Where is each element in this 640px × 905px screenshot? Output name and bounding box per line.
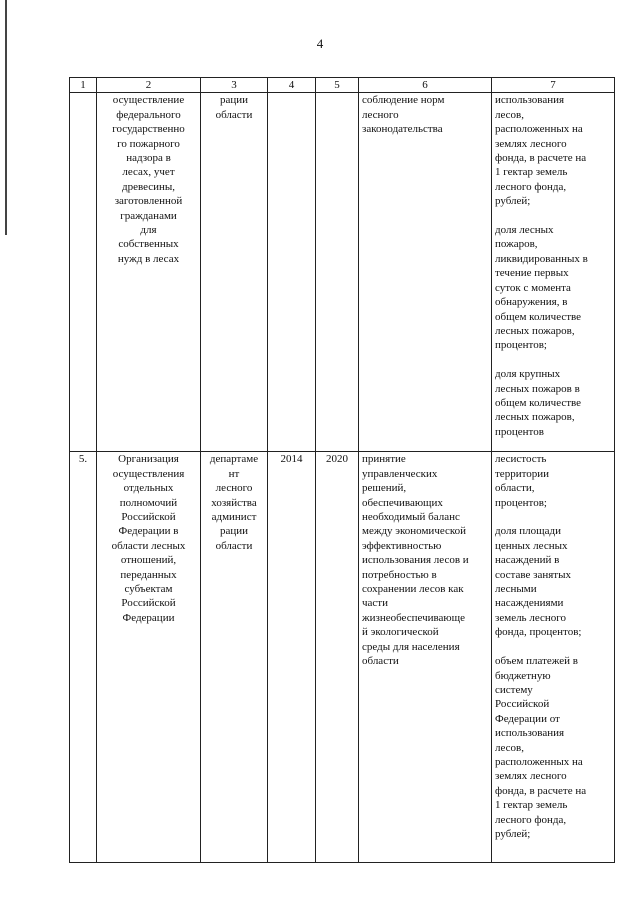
indicators-cell: лесистость территории области, процентов; доля площади ценных лесных насаждений в составе занятых лесными насаждениями земель лесного фонда, процентов; объем платежей в бюджетную систему Российской Федерации от использования лесов, расположенных на землях лесного фонда, в расчете на 1 гектар земель лесного фонда, рублей; [492, 452, 615, 863]
start-year-cell [268, 93, 316, 452]
end-year-cell [316, 93, 359, 452]
page-number: 4 [316, 36, 324, 51]
header-cell-3: 3 [201, 78, 268, 93]
expected-result-cell: принятие управленческих решений, обеспечивающих необходимый баланс между экономической эффективностью использования лесов и потребностью в сохранении лесов как части жизнеобеспечивающе й экологической среды для населения области [359, 452, 492, 863]
start-year-cell: 2014 [268, 452, 316, 863]
header-cell-1: 1 [70, 78, 97, 93]
executor-cell: департаме нт лесного хозяйства админист рации области [201, 452, 268, 863]
header-cell-4: 4 [268, 78, 316, 93]
indicators-cell: использования лесов, расположенных на землях лесного фонда, в расчете на 1 гектар земель лесного фонда, рублей; доля лесных пожаров, ликвидированных в течение первых суток с момента обнаружения, в общем количестве лесных пожаров, процентов; доля крупных лесных пожаров в общем количестве лесных пожаров, процентов [492, 93, 615, 452]
activity-name-cell: осуществление федерального государственно го пожарного надзора в лесах, учет древесины, заготовленной гражданами для собственных нужд в лесах [97, 93, 201, 452]
end-year-cell: 2020 [316, 452, 359, 863]
header-cell-5: 5 [316, 78, 359, 93]
row-number-cell [70, 93, 97, 452]
table-header-row [70, 78, 615, 93]
row-number-cell: 5. [70, 452, 97, 863]
executor-cell: рации области [201, 93, 268, 452]
header-cell-6: 6 [359, 78, 492, 93]
table-row [70, 452, 615, 863]
expected-result-cell: соблюдение норм лесного законодательства [359, 93, 492, 452]
activity-name-cell: Организация осуществления отдельных полномочий Российской Федерации в области лесных отношений, переданных субъектам Российской Федерации [97, 452, 201, 863]
header-cell-7: 7 [492, 78, 615, 93]
header-cell-2: 2 [97, 78, 201, 93]
program-table [69, 77, 615, 863]
table-row [70, 93, 615, 452]
